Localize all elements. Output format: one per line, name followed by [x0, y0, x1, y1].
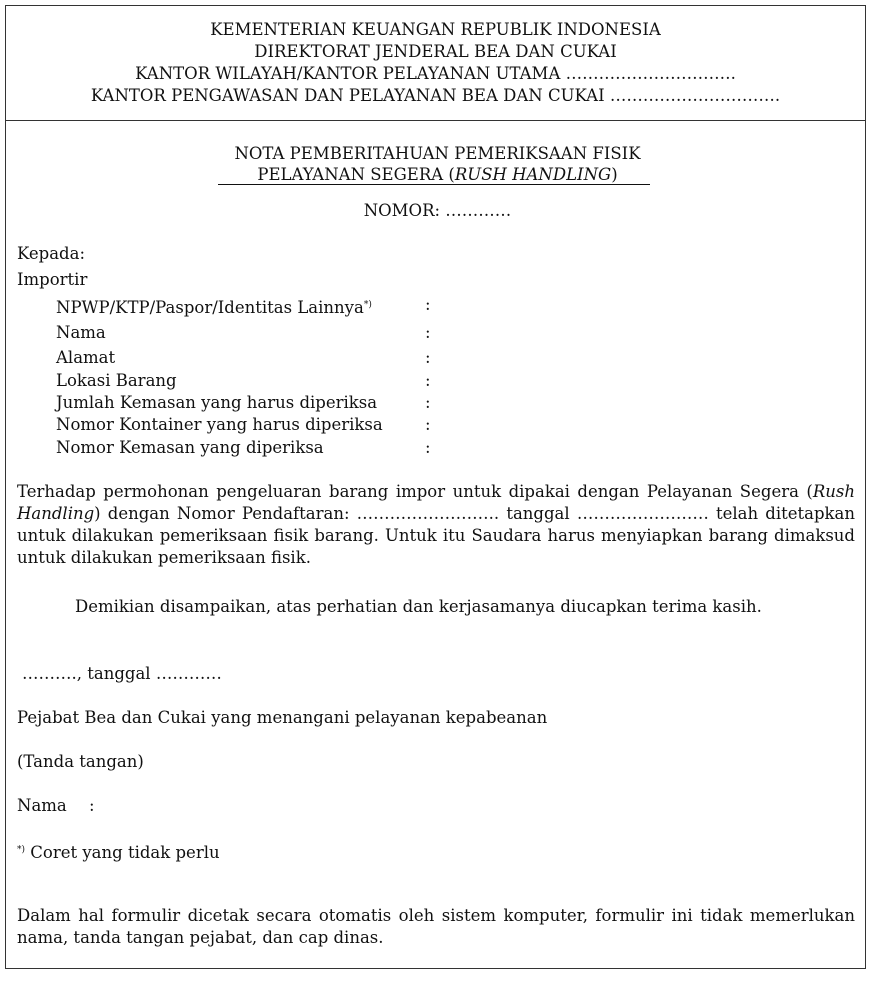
- body-p1-part-b: ) dengan Nomor Pendaftaran: …………………….. tanggal …………………… telah ditetapkan untuk dilakukan pemeriksaan fisik barang. Untuk itu Saudara harus menyiapkan barang dimaksud untuk dilakukan pemeriksaan fisik.: [17, 504, 855, 567]
- recipient-field-colon: :: [425, 323, 431, 342]
- recipient-field-label: [56, 414, 383, 436]
- letterhead-supervision-office: KANTOR PENGAWASAN DAN PELAYANAN BEA DAN CUKAI ………………………….: [90, 86, 781, 105]
- body-p1-part-a: Terhadap permohonan pengeluaran barang impor untuk dipakai dengan Pelayanan Segera (: [17, 482, 813, 501]
- recipient-importir: Importir: [17, 270, 88, 289]
- letterhead-directorate: DIREKTORAT JENDERAL BEA DAN CUKAI: [254, 42, 617, 61]
- recipient-field-label-text: Jumlah Kemasan yang harus diperiksa: [56, 393, 378, 412]
- recipient-field-colon: :: [425, 393, 431, 412]
- signature-nama-label: Nama: [17, 796, 67, 815]
- recipient-field-label-text: Nama: [56, 323, 106, 342]
- recipient-field-colon: :: [425, 371, 431, 390]
- doc-title-line2-italic: RUSH HANDLING: [454, 165, 612, 184]
- recipient-field-label-text: Nomor Kontainer yang harus diperiksa: [56, 415, 383, 434]
- recipient-field-label: [56, 437, 324, 459]
- recipient-field-label: [56, 347, 115, 369]
- recipient-field-label-text: Alamat: [56, 348, 116, 367]
- footnote-text: Coret yang tidak perlu: [30, 843, 220, 862]
- signature-place-date: ………., tanggal …………: [22, 664, 222, 683]
- body-p1-italic: Rush Handling: [17, 482, 855, 523]
- recipient-field-colon: :: [425, 438, 431, 457]
- footnote-marker: *): [363, 300, 372, 310]
- letterhead: [6, 6, 865, 121]
- recipient-field-label: [56, 322, 106, 344]
- recipient-kepada: Kepada:: [17, 244, 86, 263]
- footnote-marker: *): [17, 845, 26, 855]
- recipient-field-colon: :: [425, 415, 431, 434]
- recipient-field-colon: :: [425, 295, 431, 314]
- recipient-field-colon: :: [425, 348, 431, 367]
- signature-nama-colon: :: [89, 796, 95, 815]
- doc-title-line2-suffix: ): [611, 165, 618, 184]
- signature-official: Pejabat Bea dan Cukai yang menangani pelayanan kepabeanan: [17, 708, 548, 727]
- body-paragraph-2: Demikian disampaikan, atas perhatian dan kerjasamanya diucapkan terima kasih.: [75, 597, 762, 616]
- recipient-field-label: [56, 294, 372, 319]
- recipient-field-label: [56, 392, 377, 414]
- footnote: [17, 839, 220, 864]
- doc-title-line1: NOTA PEMBERITAHUAN PEMERIKSAAN FISIK: [234, 144, 641, 163]
- doc-number: NOMOR: …………: [363, 201, 512, 220]
- recipient-field-label-text: Lokasi Barang: [56, 371, 177, 390]
- recipient-field-label-text: Nomor Kemasan yang diperiksa: [56, 438, 324, 457]
- recipient-field-label-text: NPWP/KTP/Paspor/Identitas Lainnya: [56, 298, 364, 317]
- doc-title-line2-prefix: PELAYANAN SEGERA (: [257, 165, 455, 184]
- body-paragraph-1: [17, 481, 855, 569]
- signature-sign: (Tanda tangan): [17, 752, 144, 771]
- recipient-field-label: [56, 370, 177, 392]
- doc-title-line2: [0, 164, 875, 186]
- title-underline: [218, 184, 650, 185]
- letterhead-regional-office: KANTOR WILAYAH/KANTOR PELAYANAN UTAMA ………………………….: [135, 64, 736, 83]
- computer-print-note: Dalam hal formulir dicetak secara otomatis oleh sistem komputer, formulir ini tidak memerlukan nama, tanda tangan pejabat, dan cap dinas.: [17, 906, 855, 947]
- letterhead-ministry: KEMENTERIAN KEUANGAN REPUBLIK INDONESIA: [210, 20, 661, 39]
